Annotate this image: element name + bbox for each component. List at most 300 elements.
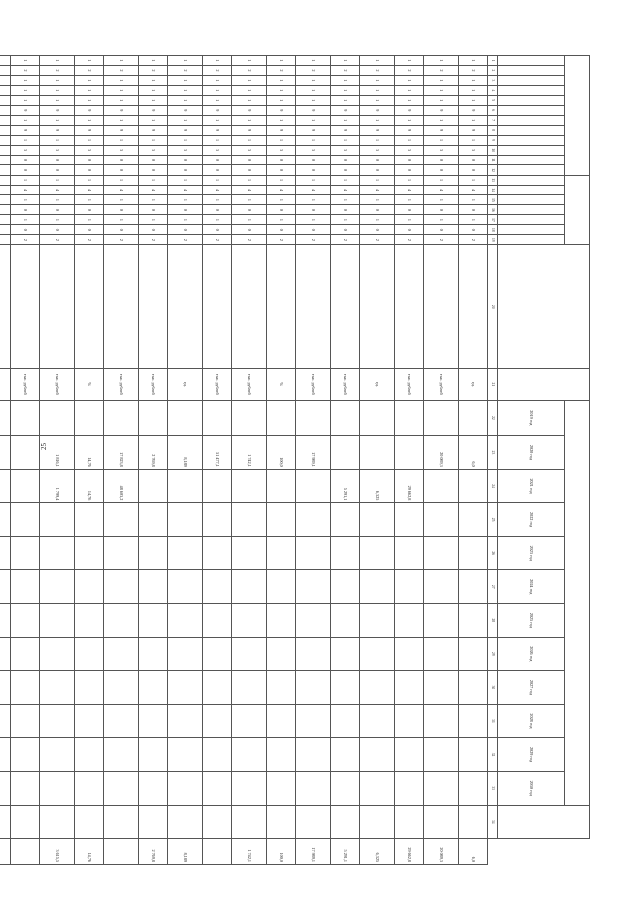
code-cell: 0 — [75, 225, 104, 235]
code-cell: 9 — [395, 105, 424, 115]
code-cell: 1 — [139, 115, 168, 125]
value-cell — [75, 604, 104, 638]
code-cell: 0 — [459, 165, 488, 175]
value-cell — [0, 637, 11, 671]
code-cell: 1 — [104, 115, 139, 125]
value-cell — [459, 604, 488, 638]
header-unit — [498, 369, 590, 400]
code-cell: 1 — [232, 135, 267, 145]
value-cell — [424, 637, 459, 671]
value-cell: 6,325 — [360, 839, 395, 865]
value-cell — [203, 503, 232, 537]
code-cell: 1 — [232, 215, 267, 225]
value-cell — [424, 400, 459, 436]
code-cell: 1 — [395, 135, 424, 145]
code-cell: 3 — [11, 145, 40, 155]
code-cell: 1 — [296, 175, 331, 185]
table-row — [104, 56, 139, 865]
code-cell: 1 — [203, 195, 232, 205]
value-cell — [104, 839, 139, 865]
code-cell: 0 — [139, 155, 168, 165]
value-cell — [424, 469, 459, 503]
code-cell: 0 — [11, 155, 40, 165]
code-cell: 1 — [232, 115, 267, 125]
code-cell: 3 — [424, 145, 459, 155]
value-cell — [459, 400, 488, 436]
value-cell — [11, 704, 40, 738]
value-cell — [104, 771, 139, 805]
value-cell — [11, 436, 40, 470]
code-cell: 1 — [203, 85, 232, 95]
value-cell — [267, 637, 296, 671]
value-cell — [0, 805, 11, 839]
item-name-cell — [331, 245, 360, 369]
code-cell: 1 — [168, 85, 203, 95]
code-cell: 1 — [331, 85, 360, 95]
code-cell: 0 — [296, 165, 331, 175]
value-cell — [168, 805, 203, 839]
value-cell — [11, 839, 40, 865]
code-cell: 1 — [104, 75, 139, 85]
code-cell: 2 — [296, 65, 331, 75]
code-cell: 1 — [459, 95, 488, 105]
code-cell: 1 — [168, 115, 203, 125]
table-row — [296, 56, 331, 865]
value-cell — [395, 704, 424, 738]
code-cell: 1 — [11, 195, 40, 205]
column-index: 13 — [488, 175, 498, 185]
column-index: 19 — [488, 235, 498, 245]
value-cell — [168, 771, 203, 805]
code-cell: 9 — [296, 105, 331, 115]
code-cell: 1 — [11, 215, 40, 225]
unit-cell: ед. — [360, 369, 395, 400]
code-cell: 0 — [360, 205, 395, 215]
code-cell: 1 — [40, 195, 75, 205]
value-cell — [168, 604, 203, 638]
code-cell: 1 — [40, 135, 75, 145]
code-cell: 1 — [40, 85, 75, 95]
column-index: 11 — [488, 155, 498, 165]
value-cell — [11, 503, 40, 537]
code-cell: 3 — [203, 145, 232, 155]
column-header: 2024 год — [498, 570, 565, 604]
value-cell: 8,189 — [168, 436, 203, 470]
value-cell — [0, 671, 11, 705]
code-cell: 1 — [168, 175, 203, 185]
value-cell — [296, 570, 331, 604]
value-cell: 14,76 — [75, 839, 104, 865]
value-cell — [168, 570, 203, 604]
value-cell: 100,0 — [267, 839, 296, 865]
value-cell: 29 662,8 — [395, 469, 424, 503]
value-cell — [395, 671, 424, 705]
value-cell — [0, 570, 11, 604]
code-cell: 9 — [424, 105, 459, 115]
code-cell: 1 — [360, 85, 395, 95]
code-cell — [0, 95, 11, 105]
code-cell: 0 — [139, 205, 168, 215]
value-cell — [203, 839, 232, 865]
code-cell: 0 — [267, 205, 296, 215]
code-cell: 1 — [459, 56, 488, 66]
value-cell — [11, 400, 40, 436]
value-cell — [11, 671, 40, 705]
value-cell — [104, 738, 139, 772]
value-cell — [168, 400, 203, 436]
value-cell — [296, 469, 331, 503]
code-cell: 4 — [104, 185, 139, 195]
code-cell: 1 — [395, 195, 424, 205]
table-row — [75, 56, 104, 865]
value-cell — [40, 805, 75, 839]
column-header — [498, 65, 565, 75]
code-cell: 3 — [267, 145, 296, 155]
value-cell — [267, 704, 296, 738]
code-cell: 0 — [459, 155, 488, 165]
column-index: 4 — [488, 85, 498, 95]
value-cell — [424, 503, 459, 537]
code-cell: 2 — [459, 65, 488, 75]
value-cell: 1 816,1 — [40, 436, 75, 470]
code-cell: 1 — [203, 56, 232, 66]
code-cell: 3 — [360, 145, 395, 155]
code-cell: 1 — [139, 215, 168, 225]
code-cell — [0, 225, 11, 235]
code-cell: 1 — [40, 115, 75, 125]
value-cell — [40, 536, 75, 570]
value-cell — [203, 570, 232, 604]
unit-cell: тыс. рублей — [232, 369, 267, 400]
value-cell — [104, 671, 139, 705]
value-cell — [267, 604, 296, 638]
value-cell — [424, 704, 459, 738]
value-cell — [424, 738, 459, 772]
value-cell: 51 477,1 — [203, 436, 232, 470]
value-cell — [11, 469, 40, 503]
code-cell: 0 — [424, 225, 459, 235]
code-cell: 1 — [104, 175, 139, 185]
code-cell: 9 — [424, 125, 459, 135]
code-cell: 1 — [75, 215, 104, 225]
column-header — [498, 225, 565, 235]
column-index: 23 — [488, 436, 498, 470]
value-cell — [424, 805, 459, 839]
value-cell — [296, 704, 331, 738]
value-cell — [267, 738, 296, 772]
value-cell: 6,0 — [459, 436, 488, 470]
column-index: 16 — [488, 205, 498, 215]
value-cell — [360, 671, 395, 705]
value-cell — [104, 637, 139, 671]
value-cell — [139, 671, 168, 705]
header-columns — [498, 56, 565, 865]
value-cell: 5 291,1 — [331, 839, 360, 865]
value-cell — [232, 671, 267, 705]
value-cell — [40, 704, 75, 738]
value-cell: 20 089,3 — [424, 839, 459, 865]
item-name-cell — [459, 245, 488, 369]
value-cell — [139, 704, 168, 738]
code-cell: 9 — [75, 125, 104, 135]
unit-cell: тыс. рублей — [139, 369, 168, 400]
code-cell — [0, 85, 11, 95]
code-cell: 9 — [104, 125, 139, 135]
value-cell — [40, 604, 75, 638]
value-cell: 29 662,8 — [395, 839, 424, 865]
code-cell: 0 — [139, 165, 168, 175]
value-cell — [267, 400, 296, 436]
header-indices — [488, 56, 498, 865]
value-cell — [331, 771, 360, 805]
value-cell — [203, 637, 232, 671]
column-header: 2022 год — [498, 503, 565, 537]
value-cell — [267, 771, 296, 805]
value-cell — [331, 570, 360, 604]
value-cell — [0, 400, 11, 436]
column-index: 31 — [488, 704, 498, 738]
code-cell: 2 — [424, 235, 459, 245]
value-cell: 1 799,4 — [40, 469, 75, 503]
unit-cell: тыс. рублей — [296, 369, 331, 400]
column-index: 17 — [488, 215, 498, 225]
value-cell — [11, 771, 40, 805]
code-cell: 2 — [104, 235, 139, 245]
code-cell: 0 — [75, 165, 104, 175]
column-header — [498, 95, 565, 105]
column-header: 2019 год — [498, 400, 565, 436]
value-cell — [296, 400, 331, 436]
code-cell — [0, 56, 11, 66]
code-cell: 9 — [331, 105, 360, 115]
table-row — [0, 56, 11, 865]
code-cell — [0, 175, 11, 185]
value-cell — [232, 604, 267, 638]
code-cell: 2 — [11, 65, 40, 75]
code-cell — [0, 115, 11, 125]
value-cell — [360, 738, 395, 772]
column-header — [498, 215, 565, 225]
unit-cell: тыс. рублей — [331, 369, 360, 400]
value-cell — [168, 503, 203, 537]
column-index: 29 — [488, 637, 498, 671]
value-cell — [360, 436, 395, 470]
value-cell — [168, 536, 203, 570]
code-cell: 1 — [395, 215, 424, 225]
value-cell — [0, 436, 11, 470]
value-cell — [296, 771, 331, 805]
value-cell — [267, 469, 296, 503]
code-cell: 0 — [331, 155, 360, 165]
code-cell: 1 — [296, 85, 331, 95]
code-cell: 9 — [296, 125, 331, 135]
code-cell — [0, 155, 11, 165]
code-cell: 1 — [168, 56, 203, 66]
value-cell: 14,76 — [75, 436, 104, 470]
value-cell — [75, 771, 104, 805]
code-cell: 2 — [360, 235, 395, 245]
code-cell: 1 — [360, 95, 395, 105]
column-header — [498, 135, 565, 145]
code-cell: 1 — [232, 75, 267, 85]
code-cell: 1 — [232, 195, 267, 205]
column-index: 15 — [488, 195, 498, 205]
value-cell — [296, 604, 331, 638]
code-cell — [0, 215, 11, 225]
header-final — [498, 805, 590, 839]
code-cell — [0, 205, 11, 215]
code-cell: 9 — [395, 125, 424, 135]
code-cell: 1 — [331, 195, 360, 205]
column-index: 21 — [488, 369, 498, 400]
value-cell — [232, 805, 267, 839]
value-cell — [11, 738, 40, 772]
value-cell — [104, 604, 139, 638]
code-cell: 9 — [139, 105, 168, 115]
code-cell: 1 — [104, 85, 139, 95]
code-cell: 3 — [139, 145, 168, 155]
value-cell: 5 291,1 — [331, 469, 360, 503]
code-cell: 1 — [168, 135, 203, 145]
column-header — [498, 56, 565, 66]
column-header: 2023 год — [498, 536, 565, 570]
code-cell — [0, 195, 11, 205]
column-index: 3 — [488, 75, 498, 85]
code-cell: 1 — [331, 56, 360, 66]
value-cell — [203, 805, 232, 839]
value-cell — [203, 469, 232, 503]
code-cell: 1 — [424, 215, 459, 225]
code-cell: 2 — [395, 235, 424, 245]
column-index: 32 — [488, 738, 498, 772]
code-cell: 2 — [139, 235, 168, 245]
value-cell — [424, 536, 459, 570]
code-cell: 0 — [232, 155, 267, 165]
code-cell: 1 — [139, 175, 168, 185]
code-cell: 0 — [40, 155, 75, 165]
code-cell: 1 — [104, 215, 139, 225]
code-cell: 1 — [424, 195, 459, 205]
value-cell: 2 769,8 — [139, 839, 168, 865]
code-cell: 2 — [40, 65, 75, 75]
column-header — [498, 175, 565, 185]
table-row — [267, 56, 296, 865]
column-index: 1 — [488, 56, 498, 66]
code-cell: 1 — [75, 135, 104, 145]
column-index: 33 — [488, 771, 498, 805]
value-cell — [232, 503, 267, 537]
code-cell — [0, 75, 11, 85]
value-cell — [395, 805, 424, 839]
code-cell: 9 — [203, 125, 232, 135]
column-index: 6 — [488, 105, 498, 115]
value-cell — [360, 771, 395, 805]
code-cell: 0 — [424, 205, 459, 215]
value-cell — [360, 400, 395, 436]
value-cell — [395, 436, 424, 470]
value-cell — [104, 570, 139, 604]
code-cell: 1 — [360, 115, 395, 125]
code-cell: 3 — [296, 145, 331, 155]
value-cell — [459, 805, 488, 839]
code-cell: 1 — [459, 115, 488, 125]
column-header — [498, 205, 565, 215]
value-cell — [331, 805, 360, 839]
column-header — [498, 145, 565, 155]
code-cell: 4 — [360, 185, 395, 195]
value-cell: 6,0 — [459, 839, 488, 865]
code-cell — [0, 145, 11, 155]
code-cell: 0 — [296, 155, 331, 165]
value-cell — [203, 604, 232, 638]
value-cell — [104, 704, 139, 738]
code-cell: 1 — [360, 175, 395, 185]
value-cell — [203, 400, 232, 436]
code-cell: 9 — [232, 105, 267, 115]
value-cell — [232, 469, 267, 503]
code-cell: 1 — [395, 85, 424, 95]
value-cell — [75, 637, 104, 671]
column-index: 20 — [488, 245, 498, 369]
value-cell — [395, 637, 424, 671]
code-cell: 3 — [168, 145, 203, 155]
code-cell: 1 — [267, 95, 296, 105]
value-cell — [11, 604, 40, 638]
code-cell: 2 — [104, 65, 139, 75]
value-cell — [424, 771, 459, 805]
code-cell: 0 — [232, 225, 267, 235]
value-cell — [360, 805, 395, 839]
item-name-cell — [104, 245, 139, 369]
value-cell — [267, 671, 296, 705]
value-cell: 8,189 — [168, 839, 203, 865]
code-cell: 2 — [11, 235, 40, 245]
value-cell — [139, 503, 168, 537]
unit-cell: тыс. рублей — [203, 369, 232, 400]
code-cell: 0 — [11, 165, 40, 175]
code-cell: 9 — [40, 125, 75, 135]
code-cell: 2 — [360, 65, 395, 75]
code-cell: 4 — [203, 185, 232, 195]
column-index: 2 — [488, 65, 498, 75]
value-cell — [232, 704, 267, 738]
value-cell — [395, 570, 424, 604]
unit-cell: % — [267, 369, 296, 400]
column-header: 2027 год — [498, 671, 565, 705]
code-cell: 2 — [232, 65, 267, 75]
value-cell — [139, 805, 168, 839]
unit-cell: тыс. рублей — [104, 369, 139, 400]
value-cell — [459, 469, 488, 503]
column-header: 2029 год — [498, 738, 565, 772]
value-cell — [203, 704, 232, 738]
value-cell — [40, 771, 75, 805]
code-cell: 0 — [360, 165, 395, 175]
unit-cell: тыс. рублей — [11, 369, 40, 400]
code-cell: 1 — [203, 135, 232, 145]
value-cell — [232, 771, 267, 805]
code-cell: 0 — [459, 205, 488, 215]
code-cell: 2 — [424, 65, 459, 75]
value-cell — [459, 637, 488, 671]
value-cell — [395, 536, 424, 570]
item-name-cell — [267, 245, 296, 369]
code-cell: 2 — [296, 235, 331, 245]
value-cell — [11, 805, 40, 839]
value-cell — [11, 637, 40, 671]
column-index: 12 — [488, 165, 498, 175]
code-cell: 1 — [40, 56, 75, 66]
